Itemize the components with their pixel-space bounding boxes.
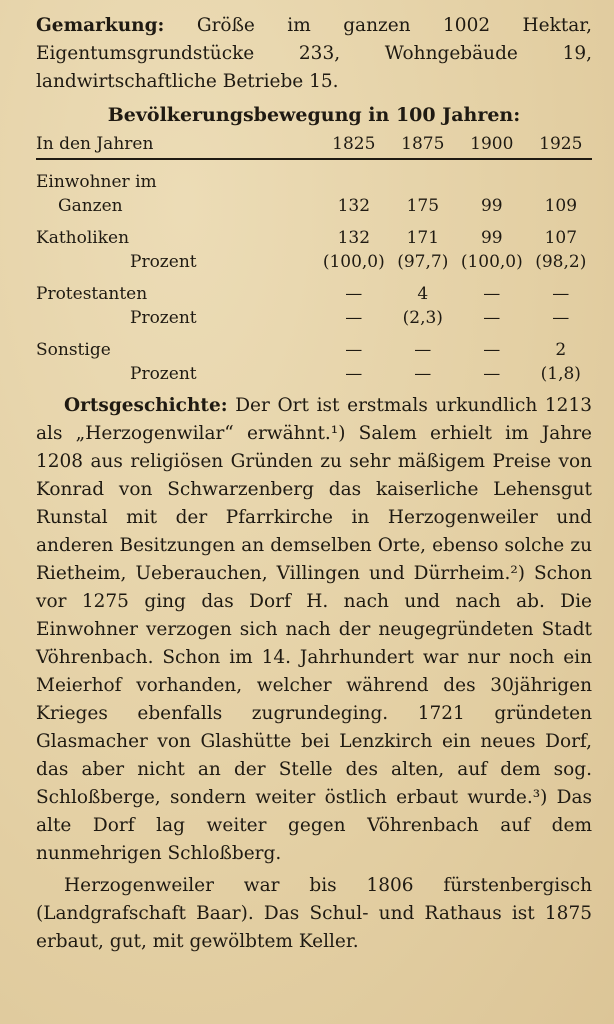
table-cell: 132 [337, 228, 371, 248]
column-header: 1825 [316, 132, 392, 159]
column-header: In den Jahren [36, 132, 316, 159]
ortsgeschichte-label: Ortsgeschichte: [64, 395, 228, 416]
table-cell: (97,7) [397, 252, 449, 272]
table-cell: 175 [406, 196, 440, 216]
table-header-row [36, 132, 592, 159]
row-label: Ganzen [58, 196, 123, 216]
table-cell: 109 [544, 196, 578, 216]
table-cell [530, 159, 592, 192]
table-row [36, 248, 592, 272]
table-cell: — [345, 340, 363, 360]
gemarkung-text: Größe im ganzen 1002 Hektar, Eigentumsgrundstücke 233, Wohngebäude 19, landwirtschaftliche Betriebe 15. [36, 15, 592, 92]
table-row [36, 159, 592, 192]
gemarkung-paragraph [36, 12, 592, 96]
table-row [36, 192, 592, 216]
row-label: Prozent [130, 364, 197, 384]
row-label: Prozent [130, 252, 197, 272]
table-row [36, 216, 592, 248]
table-cell [454, 159, 530, 192]
table-row [36, 272, 592, 304]
table-cell: 4 [417, 284, 429, 304]
table-cell: 171 [406, 228, 440, 248]
table-cell: (100,0) [460, 252, 523, 272]
table-cell: (1,8) [540, 364, 581, 384]
population-heading: Bevölkerungsbewegung in 100 Jahren: [107, 104, 521, 126]
table-cell: — [552, 284, 570, 304]
table-cell: 2 [555, 340, 567, 360]
row-label: Sonstige [36, 340, 111, 360]
column-header: 1900 [454, 132, 530, 159]
table-cell: (100,0) [322, 252, 385, 272]
table-cell: — [483, 340, 501, 360]
row-label: Einwohner im [36, 172, 157, 192]
table-cell: — [552, 308, 570, 328]
population-table [36, 132, 592, 384]
table-cell: — [483, 364, 501, 384]
table-cell: (2,3) [402, 308, 443, 328]
gemarkung-label: Gemarkung: [36, 15, 165, 36]
table-cell: 99 [480, 196, 503, 216]
table-cell [316, 159, 392, 192]
ortsgeschichte-paragraph [36, 392, 592, 868]
row-label: Protestanten [36, 284, 148, 304]
table-cell: 99 [480, 228, 503, 248]
table-cell: 132 [337, 196, 371, 216]
table-cell: — [345, 284, 363, 304]
ortsgeschichte-text: Der Ort ist erstmals urkundlich 1213 als „Herzogenwilar“ erwähnt.¹) Salem erhielt im Jahre 1208 aus religiösen Gründen zu sehr mäßigem Preise von Konrad von Schwarzenberg das kaiserliche Lehensgut Runstal mit der Pfarrkirche in Herzogenweiler und anderen Besitzungen an demselben Orte, ebenso solche zu Rietheim, Ueberauchen, Villingen und Dürrheim.²) Schon vor 1275 ging das Dorf H. nach und nach ab. Die Einwohner verzogen sich nach der neugegründeten Stadt Vöhrenbach. Schon im 14. Jahrhundert war nur noch ein Meierhof vorhanden, welcher während des 30jährigen Krieges ebenfalls zugrundeging. 1721 gründeten Glasmacher von Glashütte bei Lenzkirch ein neues Dorf, das aber nicht an der Stelle des alten, auf dem sog. Schloßberge, sondern weiter östlich erbaut wurde.³) Das alte Dorf lag weiter gegen Vöhrenbach auf dem nunmehrigen Schloßberg. [36, 395, 592, 864]
table-cell: — [483, 308, 501, 328]
table-cell: — [414, 340, 432, 360]
table-row [36, 360, 592, 384]
herzogenweiler-paragraph [36, 872, 592, 956]
document-page [36, 12, 592, 956]
table-row [36, 304, 592, 328]
table-cell: — [345, 308, 363, 328]
column-header: 1925 [530, 132, 592, 159]
table-cell: 107 [544, 228, 578, 248]
herzogenweiler-text: Herzogenweiler war bis 1806 fürstenbergisch (Landgrafschaft Baar). Das Schul- und Rathaus ist 1875 erbaut, gut, mit gewölbtem Keller. [36, 875, 592, 952]
table-cell: — [345, 364, 363, 384]
table-cell [392, 159, 454, 192]
section-gap [36, 384, 592, 392]
row-label: Katholiken [36, 228, 130, 248]
column-header: 1875 [392, 132, 454, 159]
table-cell: — [483, 284, 501, 304]
table-row [36, 328, 592, 360]
table-cell: — [414, 364, 432, 384]
table-cell: (98,2) [535, 252, 587, 272]
row-label: Prozent [130, 308, 197, 328]
